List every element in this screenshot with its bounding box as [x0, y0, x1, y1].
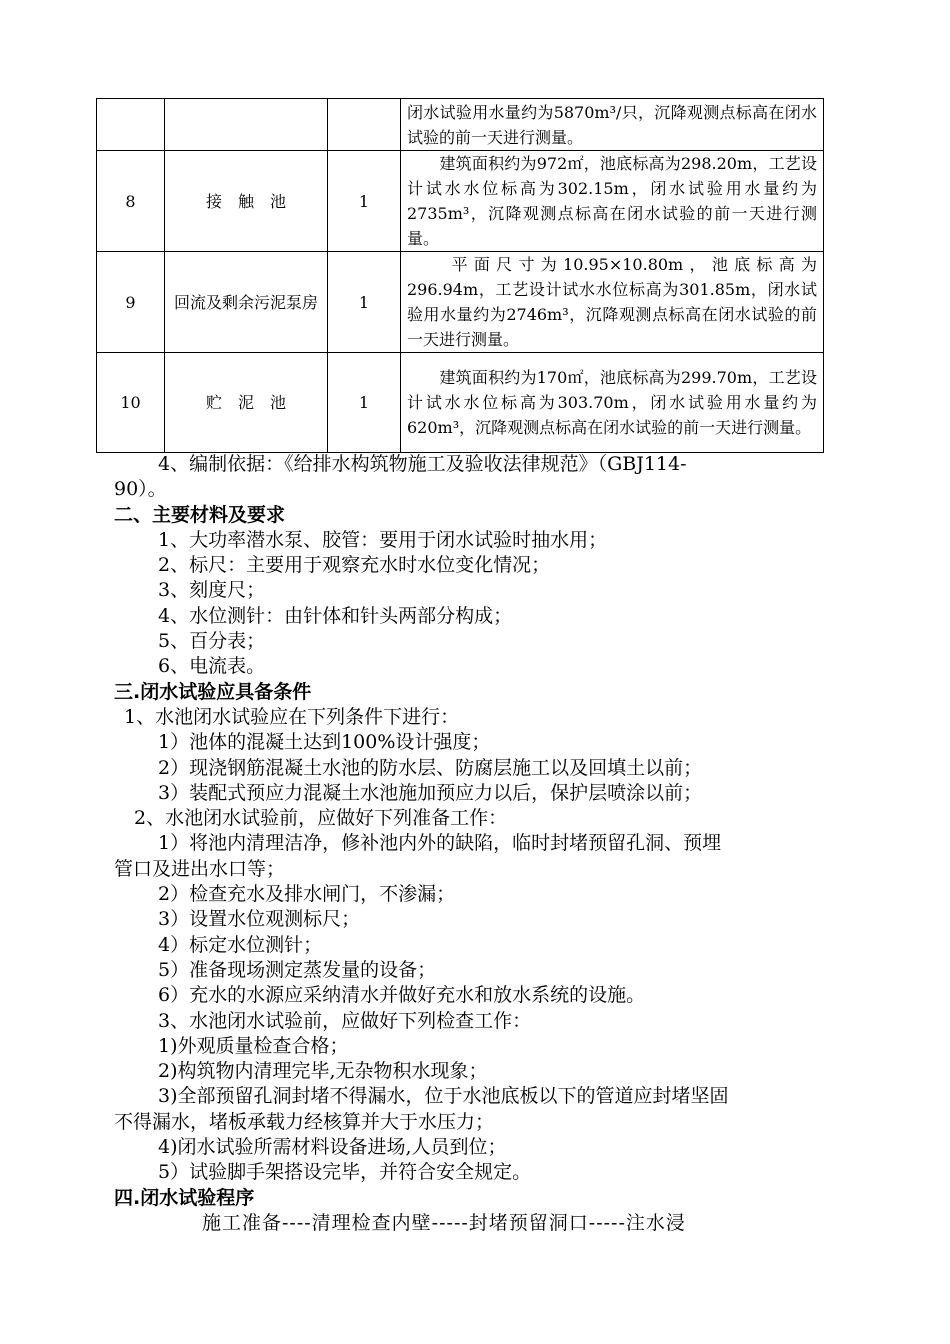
list-item: 2、标尺：主要用于观察充水时水位变化情况；	[158, 554, 551, 577]
structure-name: 贮 泥 池	[165, 353, 328, 453]
quantity: 1	[328, 151, 401, 252]
list-item: 2)构筑物内清理完毕,无杂物积水现象；	[158, 1060, 488, 1083]
section-heading: 二、主要材料及要求	[114, 503, 286, 526]
list-item: 5）试验脚手架搭设完毕，并符合安全规定。	[158, 1161, 532, 1184]
list-item: 2）现浇钢筋混凝土水池的防水层、防腐层施工以及回填土以前；	[158, 756, 703, 779]
row-number: 8	[97, 151, 165, 252]
subsection-heading: 2、水池闭水试验前，应做好下列准备工作：	[134, 807, 508, 830]
description: 建筑面积约为972㎡，池底标高为298.20m，工艺设计试水水位标高为302.15m，闭水试验用水量约为2735m³，沉降观测点标高在闭水试验的前一天进行测量。	[401, 151, 824, 252]
list-item: 4）标定水位测针；	[158, 933, 323, 956]
list-item-cont: 管口及进出水口等；	[114, 857, 286, 880]
section-heading: 四.闭水试验程序	[114, 1186, 255, 1209]
structure-name	[165, 99, 328, 151]
quantity: 1	[328, 353, 401, 453]
basis-line: 4、编制依据：《给排水构筑物施工及验收法律规范》（GBJ114-	[158, 453, 687, 475]
list-item: 3、刻度尺；	[158, 579, 266, 602]
subsection-heading: 3、水池闭水试验前，应做好下列检查工作：	[158, 1009, 532, 1032]
structure-name: 接 触 池	[165, 151, 328, 252]
list-item: 5）准备现场测定蒸发量的设备；	[158, 958, 437, 981]
list-item: 4)闭水试验所需材料设备进场,人员到位；	[158, 1136, 507, 1159]
subsection-heading: 1、水池闭水试验应在下列条件下进行：	[124, 705, 460, 728]
pool-spec-table	[96, 98, 824, 453]
list-item: 6）充水的水源应采纳清水并做好充水和放水系统的设施。	[158, 984, 646, 1007]
row-number: 9	[97, 252, 165, 353]
table-row	[97, 99, 824, 151]
list-item: 3）设置水位观测标尺；	[158, 908, 361, 931]
row-number: 10	[97, 353, 165, 453]
list-item: 3）装配式预应力混凝土水池施加预应力以后，保护层喷涂以前；	[158, 781, 703, 804]
description: 建筑面积约为170㎡，池底标高为299.70m，工艺设计试水水位标高为303.70m，闭水试验用水量约为620m³，沉降观测点标高在闭水试验的前一天进行测量。	[401, 353, 824, 453]
list-item: 3)全部预留孔洞封堵不得漏水，位于水池底板以下的管道应封堵坚固	[158, 1085, 729, 1108]
table-row	[97, 151, 824, 252]
basis-line-cont: 90）。	[114, 478, 167, 501]
structure-name: 回流及剩余污泥泵房	[165, 252, 328, 353]
document-body	[114, 452, 836, 1236]
list-item: 5、百分表；	[158, 630, 266, 653]
quantity	[328, 99, 401, 151]
list-item-cont: 不得漏水，堵板承载力经核算并大于水压力；	[114, 1110, 495, 1133]
list-item: 6、电流表。	[158, 655, 266, 678]
table-row	[97, 252, 824, 353]
list-item: 1）将池内清理洁净，修补池内外的缺陷，临时封堵预留孔洞、预埋	[158, 832, 722, 855]
list-item: 4、水位测针：由针体和针头两部分构成；	[158, 604, 513, 627]
procedure-line: 施工准备----清理检查内壁-----封堵预留洞口-----注水浸	[202, 1211, 686, 1234]
list-item: 1）池体的混凝土达到100%设计强度；	[158, 731, 491, 754]
table-row	[97, 353, 824, 453]
description: 平面尺寸为10.95×10.80m，池底标高为296.94m，工艺设计试水水位标高为301.85m，闭水试验用水量约为2746m³，沉降观测点标高在闭水试验的前一天进行测量。	[401, 252, 824, 353]
quantity: 1	[328, 252, 401, 353]
row-number	[97, 99, 165, 151]
description: 闭水试验用水量约为5870m³/只，沉降观测点标高在闭水试验的前一天进行测量。	[401, 99, 824, 151]
list-item: 2）检查充水及排水闸门，不渗漏；	[158, 883, 456, 906]
section-heading: 三.闭水试验应具备条件	[114, 680, 312, 703]
list-item: 1、大功率潜水泵、胶管：要用于闭水试验时抽水用；	[158, 528, 608, 551]
list-item: 1)外观质量检查合格；	[158, 1034, 349, 1057]
